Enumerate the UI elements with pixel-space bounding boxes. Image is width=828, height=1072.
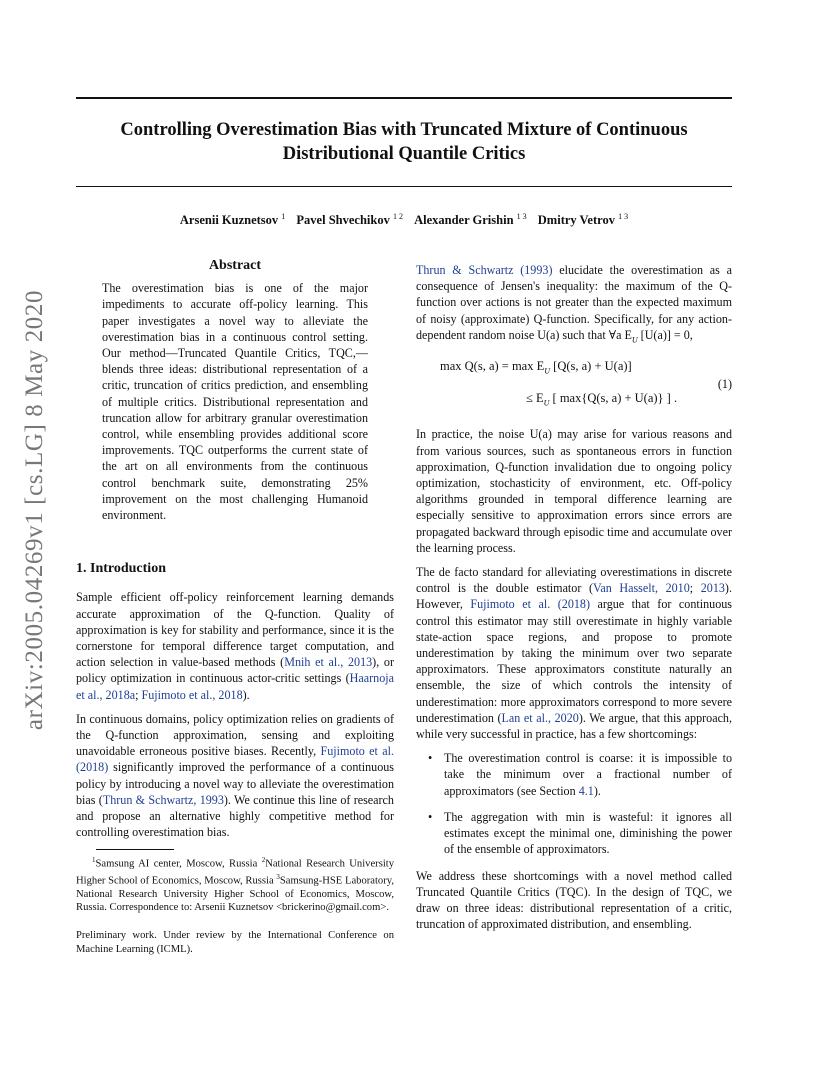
- list-item: • The overestimation control is coarse: it is impossible to take the minimum over a fractional number of approximators (see Section 4.1).: [416, 750, 732, 799]
- right-paragraph-1: Thrun & Schwartz (1993) elucidate the overestimation as a consequence of Jensen's inequality: the maximum of the Q-function over actions is not greater than the expected maximum of noisy (approximate) Q-function. Specifically, for any action-dependent random noise U(a) such that ∀a $E_U$ [U(a)] = 0,: [416, 263, 732, 345]
- title-line-1: Controlling Overestimation Bias with Truncated Mixture of Continuous: [120, 120, 688, 140]
- citation-link[interactable]: Van Hasselt, 2010: [592, 581, 690, 596]
- citation-link[interactable]: Thrun & Schwartz, 1993: [102, 792, 224, 807]
- citation-link[interactable]: Mnih et al., 2013: [284, 655, 373, 670]
- affiliation-footnote: $^1$Samsung AI center, Moscow, Russia $^2$National Research University Higher School of Economics, Moscow, Russia $^3$Samsung-HSE Laboratory, National Research University Higher School of Economics, Moscow, Russia. Correspondence to: Arsenii Kuznetsov <brickerino@gmail.com>.: [76, 855, 395, 914]
- list-item: • The aggregation with min is wasteful: it ignores all estimates except the minimal one, diminishing the power of the ensemble of approximators.: [416, 809, 732, 858]
- citation-link[interactable]: Fujimoto et al., 2018: [141, 687, 243, 702]
- abstract-body: The overestimation bias is one of the major impediments to accurate off-policy learning. This paper investigates a novel way to alleviate the overestimation bias in a continuous control setting. Our method—Truncated Quantile Critics, TQC,—blends three ideas: distributional representation of a critic, truncation of critics prediction, and ensembling of multiple critics. Distributional representation and truncation allow for arbitrary granular overestimation control, while ensembling provides additional score improvements. TQC outperforms the current state of the art on all environments from the continuous control benchmark suite, demonstrating 25% improvement on the most challenging Humanoid environment.: [102, 281, 368, 523]
- author: Arsenii Kuznetsov $^1$: [179, 212, 286, 228]
- author-list: [76, 212, 732, 228]
- citation-link[interactable]: 2013: [700, 581, 725, 596]
- section-link[interactable]: 4.1: [578, 783, 594, 798]
- author: Alexander Grishin $^{1 3}$: [414, 212, 527, 228]
- shortcomings-list: [416, 750, 732, 857]
- equation-line-2: ≤ $E_U$ [ max{Q(s, a) + U(a)} ] .: [526, 391, 678, 408]
- equation-number: (1): [717, 377, 732, 392]
- citation-link[interactable]: Fujimoto et al. (2018): [76, 744, 394, 775]
- citation-link[interactable]: Lan et al., 2020: [501, 710, 579, 725]
- equation-line-1: max Q(s, $a) = \max E_U$ [Q(s, a) + U(a)]: [440, 359, 632, 376]
- title-bottom-rule: [76, 186, 732, 187]
- citation-link[interactable]: Fujimoto et al. (2018): [470, 597, 590, 612]
- footnote-rule: [96, 849, 174, 850]
- arxiv-stamp: arXiv:2005.04269v1 [cs.LG] 8 May 2020: [21, 289, 48, 731]
- paper-title: [76, 118, 732, 166]
- abstract-heading: Abstract: [208, 258, 262, 273]
- author: Pavel Shvechikov $^{1 2}$: [296, 212, 403, 228]
- equation-1: [416, 356, 732, 418]
- right-paragraph-3: The de facto standard for alleviating overestimations in discrete control is the double estimator (Van Hasselt, 2010; 2013). However, Fujimoto et al. (2018) argue that for continuous control this estimator may still overestimate in highly variable state-action space regions, and propose to promote underestimation by taking the minimum over two separate approximators. These approximators constitute naturally an ensemble, the size of which controls the intensity of underestimation: more approximators correspond to more severe underestimation (Lan et al., 2020). We argue, that this approach, while very successful in practice, has a few shortcomings:: [416, 565, 733, 742]
- left-column: [76, 258, 394, 956]
- preliminary-note: Preliminary work. Under review by the International Conference on Machine Learning (ICML).: [76, 929, 394, 955]
- intro-paragraph-2: In continuous domains, policy optimization relies on gradients of the Q-function approximation, sensing and exploiting unavoidable erroneous positive biases. Recently, Fujimoto et al. (2018) significantly improved the performance of a continuous policy by introducing a novel way to alleviate the overestimation bias (Thrun & Schwartz, 1993). We continue this line of research and propose an alternative highly competitive method for controlling overestimation bias.: [76, 711, 394, 840]
- right-paragraph-4: We address these shortcomings with a novel method called Truncated Quantile Critics (TQC). In the design of TQC, we draw on three ideas: distributional representation of a critic, truncation of approximated distribution, and ensembling.: [416, 868, 732, 932]
- citation-link[interactable]: Haarnoja et al., 2018a: [76, 671, 394, 702]
- right-paragraph-2: In practice, the noise U(a) may arise for various reasons and from various sources, such as spontaneous errors in function approximation, Q-function invalidation due to ongoing policy optimization, stochasticity of environment, etc. Off-policy algorithms grounded in temporal difference learning are especially sensitive to approximation errors since errors are propagated backward through episodic time and accumulate over the learning process.: [416, 427, 732, 555]
- right-column: [416, 262, 732, 940]
- author: Dmitry Vetrov $^{1 3}$: [537, 212, 629, 228]
- section-heading-introduction: 1. Introduction: [76, 561, 166, 577]
- intro-paragraph-1: Sample efficient off-policy reinforcement learning demands accurate approximation of the Q-function. Quality of approximation is key for stability and performance, since it is the cornerstone for temporal difference target computation, and action selection in value-based methods (Mnih et al., 2013), or policy optimization in continuous actor-critic settings (Haarnoja et al., 2018a; Fujimoto et al., 2018).: [76, 590, 394, 702]
- top-rule: [76, 97, 732, 99]
- title-line-2: Distributional Quantile Critics: [282, 144, 526, 164]
- citation-link[interactable]: Thrun & Schwartz (1993): [416, 263, 553, 277]
